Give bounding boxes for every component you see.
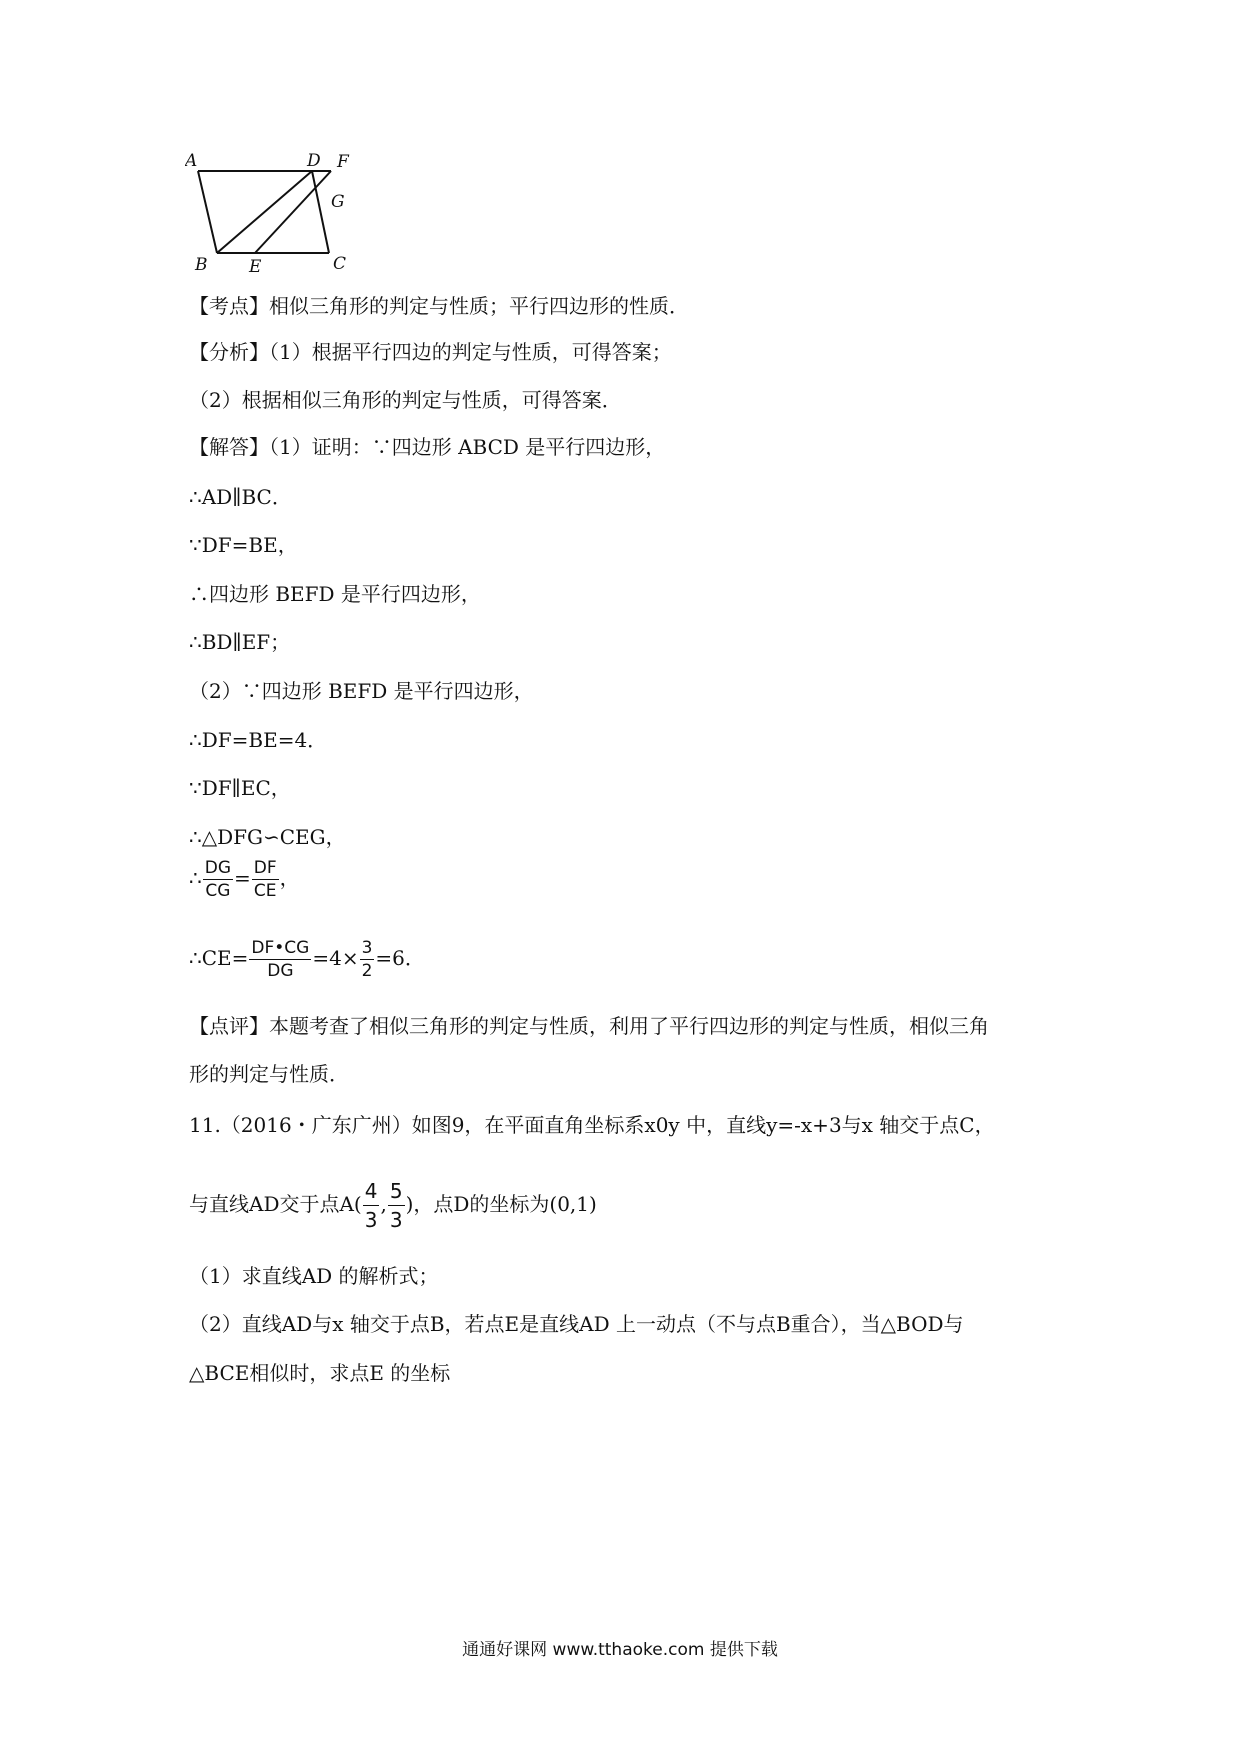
- ce-suffix: =6．: [375, 946, 425, 970]
- fraction-numerator: 4: [363, 1178, 380, 1206]
- label-f: F: [337, 152, 349, 172]
- ratio-suffix: ，: [279, 866, 300, 890]
- parallelogram-figure: [185, 150, 415, 275]
- fraction-denominator: CG: [205, 881, 231, 901]
- q11-comma: ,: [380, 1192, 387, 1216]
- fraction-denominator: 3: [364, 1208, 378, 1232]
- question-11-part-2: （2）直线AD与x 轴交于点B，若点E是直线AD 上一动点（不与点B重合），当△BOD与: [189, 1312, 964, 1336]
- ratio-prefix: ∴: [189, 866, 202, 890]
- fraction-denominator: CE: [253, 881, 277, 901]
- q11-prefix: 与直线AD交于点A(: [189, 1192, 362, 1216]
- q11-suffix: )，点D的坐标为(0,1): [405, 1192, 597, 1216]
- fraction-denominator: 2: [361, 961, 373, 981]
- fraction-denominator: DG: [267, 961, 294, 981]
- step-ad-parallel-bc: ∴AD∥BC．: [189, 485, 292, 509]
- fraction-numerator: DG: [204, 858, 231, 878]
- fraction-numerator: 5: [388, 1178, 405, 1206]
- question-11-line-1: 11.（2016・广东广州）如图9，在平面直角坐标系x0y 中，直线y=-x+3与x 轴交于点C，: [189, 1113, 995, 1137]
- fenxi-line-2: （2）根据相似三角形的判定与性质，可得答案．: [189, 388, 622, 412]
- ce-result-line: [189, 938, 425, 981]
- ce-prefix: ∴CE=: [189, 946, 249, 970]
- label-e: E: [249, 257, 262, 275]
- fenxi-line-1: 【分析】（1）根据平行四边的判定与性质，可得答案；: [189, 340, 672, 364]
- fraction-denominator: 3: [389, 1208, 403, 1232]
- fraction-numerator: DF: [253, 858, 277, 878]
- equals-sign: =: [234, 866, 251, 890]
- fraction-4-3: [363, 1178, 380, 1233]
- question-11-line-2: [189, 1178, 597, 1233]
- step-befd-parallelogram: ∴四边形 BEFD 是平行四边形，: [189, 582, 481, 606]
- dianping-line-1: 【点评】本题考查了相似三角形的判定与性质，利用了平行四边形的判定与性质，相似三角: [189, 1014, 989, 1038]
- fraction-5-3: [388, 1178, 405, 1233]
- ce-mid: =4×: [312, 946, 359, 970]
- step-df-parallel-ec: ∵DF∥EC，: [189, 776, 291, 800]
- segment-bd: [217, 171, 312, 253]
- step-similar-triangles: ∴△DFG∽CEG，: [189, 825, 346, 849]
- step-bd-parallel-ef: ∴BD∥EF；: [189, 630, 291, 654]
- step-part2-start: （2）∵四边形 BEFD 是平行四边形，: [189, 679, 534, 703]
- jieda-line: 【解答】（1）证明：∵四边形 ABCD 是平行四边形，: [189, 435, 666, 459]
- label-g: G: [331, 192, 345, 212]
- label-d: D: [307, 151, 321, 171]
- label-c: C: [333, 254, 347, 274]
- label-b: B: [195, 255, 208, 275]
- dianping-line-2: 形的判定与性质．: [189, 1062, 349, 1086]
- question-11-part-2-cont: △BCE相似时，求点E 的坐标: [189, 1361, 451, 1385]
- footer-credit: 通通好课网 www.tthaoke.com 提供下载: [462, 1640, 778, 1660]
- step-df-eq-4: ∴DF=BE=4．: [189, 728, 328, 752]
- fraction-numerator: 3: [361, 938, 373, 958]
- fraction-numerator: DF•CG: [251, 938, 310, 958]
- label-a: A: [185, 151, 198, 171]
- fraction-dfcg-dg: [249, 938, 311, 981]
- segment-ab: [198, 171, 217, 253]
- fraction-df-ce: [252, 858, 279, 901]
- ratio-line: [189, 858, 300, 901]
- question-11-part-1: （1）求直线AD 的解析式；: [189, 1264, 439, 1288]
- fraction-3-2: [360, 938, 375, 981]
- step-df-eq-be: ∵DF=BE，: [189, 533, 298, 557]
- kaodian-line: 【考点】相似三角形的判定与性质；平行四边形的性质．: [189, 294, 689, 318]
- fraction-dg-cg: [203, 858, 233, 901]
